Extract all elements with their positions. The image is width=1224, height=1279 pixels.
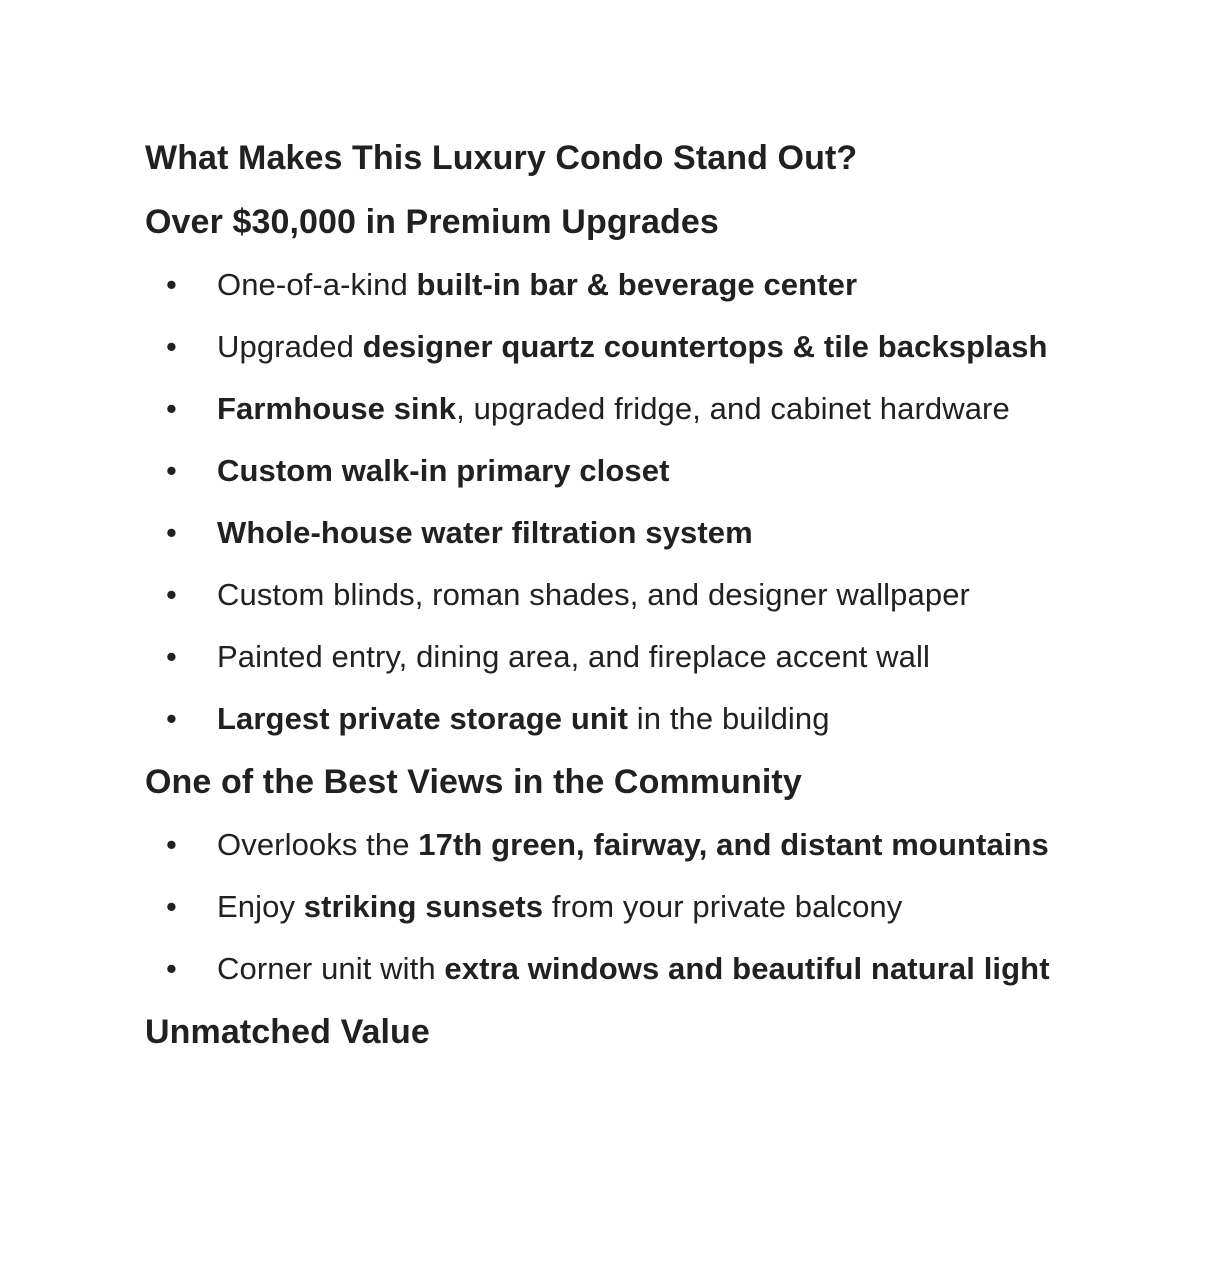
bullet-text-bold: Farmhouse sink — [217, 391, 457, 426]
list-item — [145, 326, 1057, 368]
bullet-text: Custom blinds, roman shades, and designer wallpaper — [217, 577, 970, 612]
bullet-icon: • — [166, 577, 177, 612]
bullet-text: Upgraded — [217, 329, 363, 364]
bullet-text-bold: striking sunsets — [303, 889, 544, 924]
bullet-text: Enjoy — [217, 889, 304, 924]
list-item — [145, 698, 1057, 740]
bullet-text: in the building — [628, 701, 830, 736]
bullet-text: One-of-a-kind — [217, 267, 417, 302]
bullet-list — [145, 264, 1057, 740]
bullet-text: Painted entry, dining area, and fireplace accent wall — [217, 639, 930, 674]
bullet-icon: • — [166, 453, 177, 488]
bullet-icon: • — [166, 391, 177, 426]
bullet-text: from your private balcony — [543, 889, 903, 924]
bullet-text-bold: Custom walk-in primary closet — [217, 453, 670, 488]
bullet-icon: • — [166, 267, 177, 302]
bullet-text: Overlooks the — [217, 827, 419, 862]
section-heading: One of the Best Views in the Community — [145, 763, 802, 801]
list-item — [145, 574, 1057, 616]
bullet-icon: • — [166, 515, 177, 550]
section-heading: Unmatched Value — [145, 1013, 430, 1051]
bullet-icon: • — [166, 889, 177, 924]
bullet-text: Corner unit with — [217, 951, 445, 986]
document-main-heading: What Makes This Luxury Condo Stand Out? — [145, 139, 858, 177]
bullet-icon: • — [166, 827, 177, 862]
bullet-text-bold: extra windows and beautiful natural light — [444, 951, 1050, 986]
list-item — [145, 886, 1057, 928]
bullet-icon: • — [166, 639, 177, 674]
bullet-icon: • — [166, 951, 177, 986]
bullet-text: , upgraded fridge, and cabinet hardware — [456, 391, 1010, 426]
list-item — [145, 948, 1057, 990]
list-item — [145, 264, 1057, 306]
bullet-text-bold: built-in bar & beverage center — [416, 267, 858, 302]
list-item — [145, 636, 1057, 678]
bullet-icon: • — [166, 701, 177, 736]
bullet-icon: • — [166, 329, 177, 364]
list-item — [145, 450, 1057, 492]
section-heading: Over $30,000 in Premium Upgrades — [145, 203, 719, 241]
bullet-list — [145, 824, 1057, 990]
bullet-text-bold: Whole-house water filtration system — [217, 515, 753, 550]
bullet-text-bold: 17th green, fairway, and distant mountains — [418, 827, 1049, 862]
bullet-text-bold: designer quartz countertops & tile backsplash — [362, 329, 1048, 364]
document-sections — [145, 200, 1224, 1054]
list-item — [145, 824, 1057, 866]
list-item — [145, 512, 1057, 554]
bullet-text-bold: Largest private storage unit — [217, 701, 629, 736]
list-item — [145, 388, 1057, 430]
